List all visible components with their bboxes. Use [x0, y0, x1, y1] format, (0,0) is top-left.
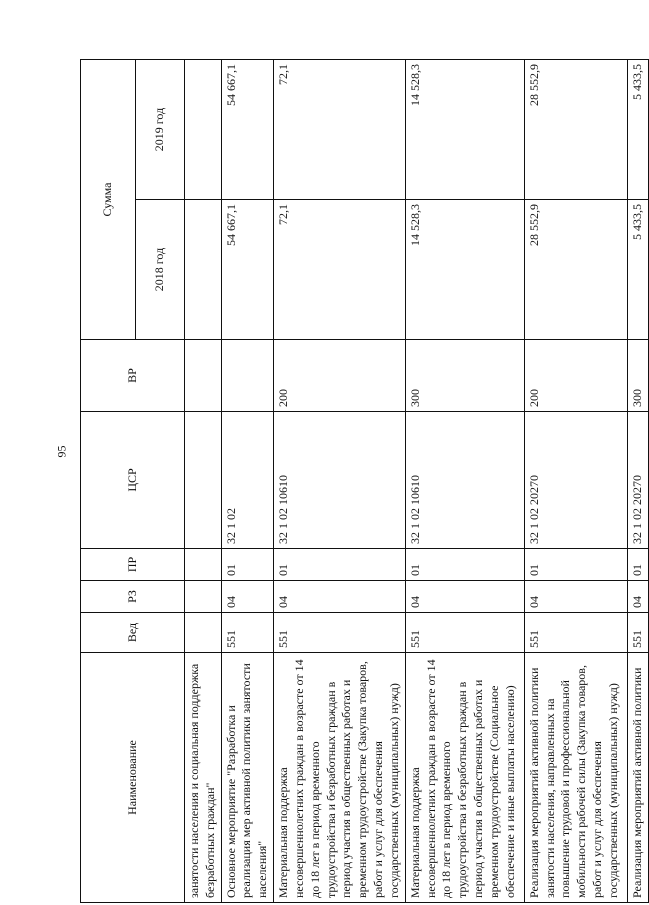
cell-rz: 04 — [274, 581, 406, 613]
cell-sum-2019: 72,1 — [274, 59, 406, 199]
cell-csr: 32 1 02 10610 — [274, 412, 406, 549]
cell-name: Основное мероприятие "Разработка и реализация мер активной политики занятости населения" — [221, 653, 273, 903]
table-header-row — [81, 59, 136, 902]
cell-sum-2018: 72,1 — [274, 200, 406, 340]
table-row — [185, 59, 222, 902]
budget-table — [80, 59, 649, 903]
cell-rz: 04 — [405, 581, 524, 613]
cell-csr — [185, 412, 222, 549]
header-csr: ЦСР — [81, 412, 185, 549]
table-row — [274, 59, 406, 902]
cell-ved: 551 — [221, 613, 273, 653]
cell-csr: 32 1 02 10610 — [405, 412, 524, 549]
cell-pr: 01 — [627, 549, 648, 581]
cell-name: Материальная поддержка несовершеннолетних граждан в возрасте от 14 до 18 лет в период временного трудоустройства и безработных граждан в период участия в общественных работах и временном трудоустройстве (Закупка товаров, работ и услуг для обеспечения государственных (муниципальных) нужд) — [274, 653, 406, 903]
cell-pr: 01 — [405, 549, 524, 581]
cell-ved — [185, 613, 222, 653]
header-ved: Вед — [81, 613, 185, 653]
table-row — [627, 59, 648, 902]
table-row — [524, 59, 627, 902]
page-number: 95 — [54, 445, 69, 458]
cell-sum-2018 — [185, 200, 222, 340]
header-sum: Сумма — [81, 59, 136, 339]
header-vr: ВР — [81, 340, 185, 412]
cell-csr: 32 1 02 20270 — [627, 412, 648, 549]
table-row — [405, 59, 524, 902]
cell-name: Реализация мероприятий активной политики занятости населения, направленных на повышение трудовой и профессиональной мобильности рабочей силы (Закупка товаров, работ и услуг для обеспечения государственных (муниципальных) нужд) — [524, 653, 627, 903]
cell-ved: 551 — [524, 613, 627, 653]
cell-name: Материальная поддержка несовершеннолетних граждан в возрасте от 14 до 18 лет в период временного трудоустройства и безработных граждан в период участия в общественных работах и временном трудоустройстве (Социальное обеспечение и иные выплаты населению) — [405, 653, 524, 903]
cell-name: занятости населения и социальная поддержка безработных граждан" — [185, 653, 222, 903]
cell-csr: 32 1 02 — [221, 412, 273, 549]
page-content — [80, 60, 644, 903]
cell-rz: 04 — [627, 581, 648, 613]
cell-pr: 01 — [524, 549, 627, 581]
cell-vr: 200 — [524, 340, 627, 412]
budget-table-wrapper — [80, 60, 644, 903]
cell-pr — [185, 549, 222, 581]
cell-sum-2019: 14 528,3 — [405, 59, 524, 199]
cell-ved: 551 — [627, 613, 648, 653]
cell-vr: 200 — [274, 340, 406, 412]
header-rz: РЗ — [81, 581, 185, 613]
cell-sum-2019: 5 433,5 — [627, 59, 648, 199]
cell-rz: 04 — [221, 581, 273, 613]
cell-pr: 01 — [274, 549, 406, 581]
header-year-2018: 2018 год — [136, 200, 185, 340]
header-name: Наименование — [81, 653, 185, 903]
cell-sum-2018: 54 667,1 — [221, 200, 273, 340]
cell-name: Реализация мероприятий активной политики — [627, 653, 648, 903]
cell-sum-2018: 28 552,9 — [524, 200, 627, 340]
cell-vr: 300 — [627, 340, 648, 412]
cell-rz — [185, 581, 222, 613]
header-year-2019: 2019 год — [136, 59, 185, 199]
cell-ved: 551 — [274, 613, 406, 653]
cell-sum-2019 — [185, 59, 222, 199]
cell-csr: 32 1 02 20270 — [524, 412, 627, 549]
cell-sum-2019: 28 552,9 — [524, 59, 627, 199]
table-row — [221, 59, 273, 902]
cell-vr — [221, 340, 273, 412]
cell-vr — [185, 340, 222, 412]
cell-rz: 04 — [524, 581, 627, 613]
cell-sum-2019: 54 667,1 — [221, 59, 273, 199]
cell-vr: 300 — [405, 340, 524, 412]
cell-sum-2018: 5 433,5 — [627, 200, 648, 340]
header-pr: ПР — [81, 549, 185, 581]
cell-pr: 01 — [221, 549, 273, 581]
cell-ved: 551 — [405, 613, 524, 653]
cell-sum-2018: 14 528,3 — [405, 200, 524, 340]
